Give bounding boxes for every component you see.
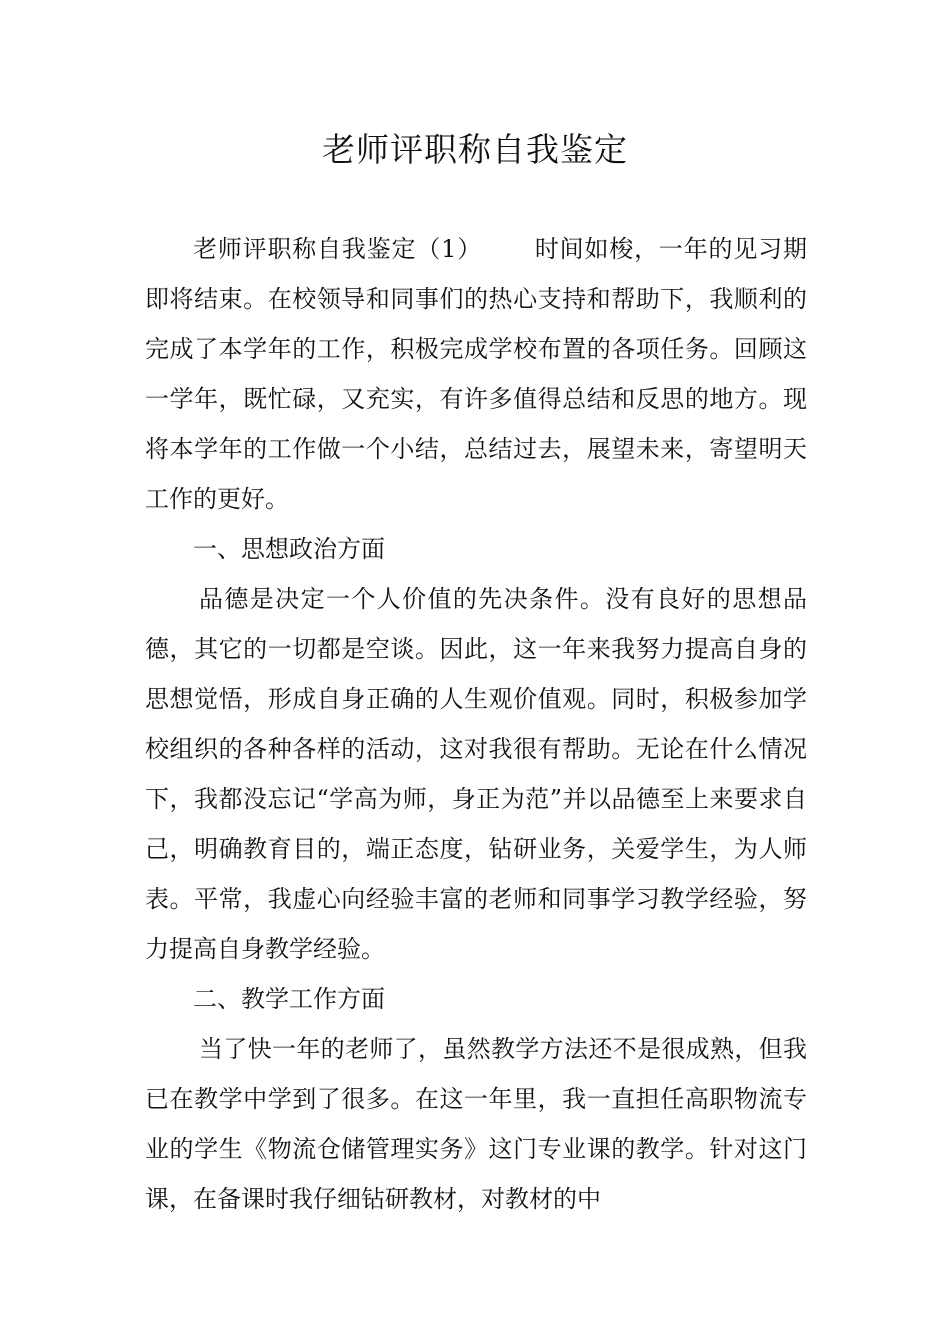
paragraph: 品德是决定一个人价值的先决条件。没有良好的思想品德，其它的一切都是空谈。因此，这一年来我努力提高自身的思想觉悟，形成自身正确的人生观价值观。同时，积极参加学校组织的各种各样的活动，这对我很有帮助。无论在什么情况下，我都没忘记“学高为师，身正为范”并以品德至上来要求自己，明确教育目的，端正态度，钻研业务，关爱学生，为人师表。平常，我虚心向经验丰富的老师和同事学习教学经验，努力提高自身教学经验。 [145,585,807,963]
section-heading: 二、教学工作方面 [193,985,385,1013]
intro-heading: 老师评职称自我鉴定（1） [193,235,483,263]
intro-paragraph [145,224,807,524]
document-title: 老师评职称自我鉴定 [322,130,628,169]
paragraph: 当了快一年的老师了，虽然教学方法还不是很成熟，但我已在教学中学到了很多。在这一年里，我一直担任高职物流专业的学生《物流仓储管理实务》这门专业课的教学。针对这门课，在备课时我仔细钻研教材，对教材的中 [145,1035,807,1213]
section-heading: 一、思想政治方面 [193,535,385,563]
document-body [145,224,807,1224]
paragraph-text: 时间如梭，一年的见习期即将结束。在校领导和同事们的热心支持和帮助下，我顺利的完成了本学年的工作，积极完成学校布置的各项任务。回顾这一学年，既忙碌，又充实，有许多值得总结和反思的地方。现将本学年的工作做一个小结，总结过去，展望未来，寄望明天工作的更好。 [145,235,807,513]
